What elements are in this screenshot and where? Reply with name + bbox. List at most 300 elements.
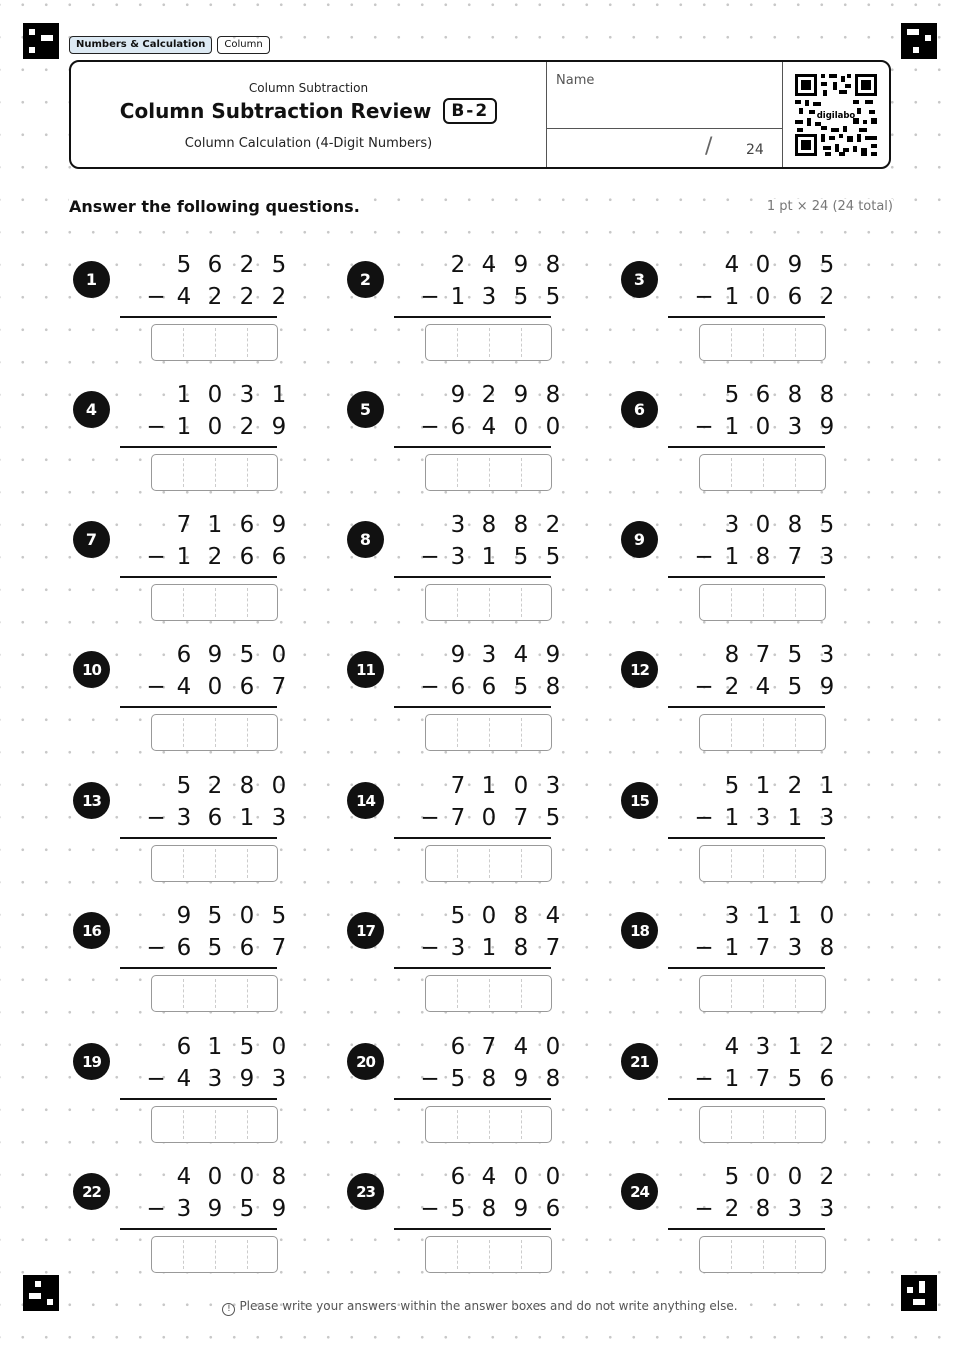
digit: 1 bbox=[176, 544, 192, 570]
digit-guide bbox=[521, 1240, 522, 1269]
minuend bbox=[708, 771, 868, 801]
digit: 2 bbox=[819, 1034, 835, 1060]
digit-guide bbox=[215, 718, 216, 747]
digit: 0 bbox=[239, 1164, 255, 1190]
digit: 7 bbox=[787, 544, 803, 570]
minus-sign: − bbox=[146, 674, 166, 700]
digit: 1 bbox=[207, 1034, 223, 1060]
digit: 9 bbox=[176, 903, 192, 929]
digit-guide bbox=[215, 979, 216, 1008]
digit: 0 bbox=[271, 642, 287, 668]
digit: 5 bbox=[207, 935, 223, 961]
digit: 8 bbox=[545, 382, 561, 408]
digit: 5 bbox=[819, 512, 835, 538]
answer-box[interactable] bbox=[151, 324, 278, 361]
digit-guide bbox=[731, 849, 732, 878]
digit: 1 bbox=[724, 414, 740, 440]
digit-guide bbox=[489, 328, 490, 357]
minuend bbox=[708, 1162, 868, 1192]
digit: 9 bbox=[207, 1196, 223, 1222]
digit-guide bbox=[731, 328, 732, 357]
sum-line bbox=[120, 967, 277, 969]
minus-sign: − bbox=[420, 284, 440, 310]
digit-guide bbox=[247, 718, 248, 747]
digit: 0 bbox=[271, 773, 287, 799]
minus-sign: − bbox=[420, 805, 440, 831]
digit-guide bbox=[183, 1110, 184, 1139]
digit: 4 bbox=[513, 1034, 529, 1060]
digit: 8 bbox=[755, 1196, 771, 1222]
minuend bbox=[160, 771, 320, 801]
digit: 0 bbox=[545, 414, 561, 440]
minuend bbox=[708, 250, 868, 280]
digit-guide bbox=[489, 849, 490, 878]
minuend bbox=[708, 640, 868, 670]
digit: 1 bbox=[787, 805, 803, 831]
digit: 8 bbox=[239, 773, 255, 799]
digit-guide bbox=[183, 849, 184, 878]
digit-guide bbox=[457, 328, 458, 357]
digit-guide bbox=[763, 328, 764, 357]
title-row bbox=[71, 98, 546, 124]
minuend bbox=[434, 640, 594, 670]
problem-17 bbox=[347, 901, 577, 1021]
digit-guide bbox=[457, 458, 458, 487]
digit: 1 bbox=[176, 382, 192, 408]
digit-guide bbox=[457, 718, 458, 747]
answer-box[interactable] bbox=[699, 1106, 826, 1143]
problem-18 bbox=[621, 901, 851, 1021]
digit: 5 bbox=[271, 903, 287, 929]
answer-box[interactable] bbox=[425, 975, 552, 1012]
answer-box[interactable] bbox=[699, 845, 826, 882]
problem-number: 16 bbox=[73, 912, 110, 949]
digit: 6 bbox=[271, 544, 287, 570]
digit: 4 bbox=[176, 1066, 192, 1092]
digit: 8 bbox=[481, 1196, 497, 1222]
digit-guide bbox=[763, 588, 764, 617]
digit: 6 bbox=[450, 1164, 466, 1190]
digit: 4 bbox=[724, 252, 740, 278]
digit: 1 bbox=[450, 284, 466, 310]
minuend bbox=[708, 1032, 868, 1062]
name-field[interactable] bbox=[546, 62, 782, 167]
digit: 3 bbox=[450, 544, 466, 570]
digit: 6 bbox=[176, 1034, 192, 1060]
tag-category: Numbers & Calculation bbox=[69, 36, 212, 54]
digit: 9 bbox=[513, 382, 529, 408]
subtrahend bbox=[694, 542, 868, 572]
problem-20 bbox=[347, 1032, 577, 1152]
answer-box[interactable] bbox=[151, 454, 278, 491]
minus-sign: − bbox=[146, 1196, 166, 1222]
digit: 3 bbox=[755, 1034, 771, 1060]
digit: 9 bbox=[271, 1196, 287, 1222]
answer-box[interactable] bbox=[425, 584, 552, 621]
digit-guide bbox=[247, 1240, 248, 1269]
digit: 1 bbox=[724, 935, 740, 961]
subtrahend bbox=[694, 412, 868, 442]
digit: 2 bbox=[207, 284, 223, 310]
digit-guide bbox=[795, 1110, 796, 1139]
digit: 9 bbox=[207, 642, 223, 668]
problem-8 bbox=[347, 510, 577, 630]
problem-15 bbox=[621, 771, 851, 891]
digit: 0 bbox=[513, 1164, 529, 1190]
problem-1 bbox=[73, 250, 303, 370]
digit: 4 bbox=[176, 284, 192, 310]
sum-line bbox=[668, 837, 825, 839]
minus-sign: − bbox=[694, 1196, 714, 1222]
subtrahend bbox=[146, 412, 320, 442]
problem-number: 1 bbox=[73, 261, 110, 298]
digit: 5 bbox=[787, 674, 803, 700]
answer-box[interactable] bbox=[699, 324, 826, 361]
answer-box[interactable] bbox=[699, 975, 826, 1012]
digit: 9 bbox=[513, 1066, 529, 1092]
minuend bbox=[434, 510, 594, 540]
digit: 1 bbox=[724, 1066, 740, 1092]
answer-box[interactable] bbox=[699, 584, 826, 621]
problem-number: 3 bbox=[621, 261, 658, 298]
digit: 2 bbox=[481, 382, 497, 408]
digit: 0 bbox=[207, 382, 223, 408]
digit: 3 bbox=[787, 414, 803, 440]
digit: 3 bbox=[271, 805, 287, 831]
sum-line bbox=[668, 1098, 825, 1100]
minus-sign: − bbox=[694, 674, 714, 700]
digit-guide bbox=[215, 1240, 216, 1269]
digit: 6 bbox=[176, 935, 192, 961]
digit: 9 bbox=[239, 1066, 255, 1092]
digit: 6 bbox=[207, 252, 223, 278]
digit: 5 bbox=[271, 252, 287, 278]
digit: 3 bbox=[819, 805, 835, 831]
minuend bbox=[434, 771, 594, 801]
digit: 6 bbox=[239, 512, 255, 538]
digit: 8 bbox=[545, 252, 561, 278]
digit: 5 bbox=[513, 674, 529, 700]
digit: 6 bbox=[239, 935, 255, 961]
digit-guide bbox=[763, 1240, 764, 1269]
digit: 4 bbox=[481, 252, 497, 278]
digit: 3 bbox=[787, 935, 803, 961]
answer-box[interactable] bbox=[425, 845, 552, 882]
qr-code-icon bbox=[795, 74, 877, 156]
digit-guide bbox=[247, 458, 248, 487]
digit-guide bbox=[183, 588, 184, 617]
problem-number: 4 bbox=[73, 391, 110, 428]
worksheet-title: Column Subtraction Review bbox=[119, 99, 432, 123]
digit-guide bbox=[489, 1240, 490, 1269]
digit: 8 bbox=[545, 674, 561, 700]
digit: 8 bbox=[819, 935, 835, 961]
digit: 9 bbox=[787, 252, 803, 278]
digit: 4 bbox=[513, 642, 529, 668]
subtrahend bbox=[420, 672, 594, 702]
digit: 1 bbox=[755, 773, 771, 799]
sum-line bbox=[394, 446, 551, 448]
answer-box[interactable] bbox=[425, 324, 552, 361]
digit: 0 bbox=[755, 252, 771, 278]
problem-number: 2 bbox=[347, 261, 384, 298]
answer-box[interactable] bbox=[151, 1236, 278, 1273]
digit: 9 bbox=[819, 674, 835, 700]
digit-guide bbox=[763, 979, 764, 1008]
problem-number: 19 bbox=[73, 1043, 110, 1080]
digit-guide bbox=[521, 849, 522, 878]
minus-sign: − bbox=[146, 284, 166, 310]
problem-23 bbox=[347, 1162, 577, 1282]
digit: 8 bbox=[513, 935, 529, 961]
digit: 6 bbox=[239, 544, 255, 570]
sum-line bbox=[668, 706, 825, 708]
digit: 8 bbox=[481, 512, 497, 538]
worksheet-code: B-2 bbox=[443, 98, 497, 124]
problem-number: 10 bbox=[73, 651, 110, 688]
problem-number: 23 bbox=[347, 1173, 384, 1210]
minus-sign: − bbox=[420, 674, 440, 700]
digit: 8 bbox=[545, 1066, 561, 1092]
digit-guide bbox=[457, 979, 458, 1008]
digit: 1 bbox=[787, 903, 803, 929]
digit: 0 bbox=[239, 903, 255, 929]
digit: 9 bbox=[271, 512, 287, 538]
digit: 8 bbox=[271, 1164, 287, 1190]
sum-line bbox=[394, 316, 551, 318]
digit-guide bbox=[521, 328, 522, 357]
digit: 7 bbox=[271, 674, 287, 700]
problem-16 bbox=[73, 901, 303, 1021]
qr-block bbox=[782, 62, 889, 167]
answer-box[interactable] bbox=[699, 1236, 826, 1273]
problem-number: 15 bbox=[621, 782, 658, 819]
digit-guide bbox=[247, 849, 248, 878]
digit: 1 bbox=[239, 805, 255, 831]
digit: 5 bbox=[176, 773, 192, 799]
problem-2 bbox=[347, 250, 577, 370]
answer-box[interactable] bbox=[425, 1236, 552, 1273]
digit: 3 bbox=[481, 284, 497, 310]
digit: 3 bbox=[481, 642, 497, 668]
info-icon: ! bbox=[222, 1303, 235, 1316]
problem-24 bbox=[621, 1162, 851, 1282]
digit-guide bbox=[731, 588, 732, 617]
digit: 7 bbox=[755, 642, 771, 668]
digit: 8 bbox=[481, 1066, 497, 1092]
digit: 5 bbox=[545, 544, 561, 570]
sum-line bbox=[120, 706, 277, 708]
minuend bbox=[160, 1032, 320, 1062]
digit-guide bbox=[763, 1110, 764, 1139]
digit-guide bbox=[795, 328, 796, 357]
problem-number: 24 bbox=[621, 1173, 658, 1210]
digit-guide bbox=[521, 1110, 522, 1139]
problem-number: 17 bbox=[347, 912, 384, 949]
sum-line bbox=[120, 837, 277, 839]
problem-number: 12 bbox=[621, 651, 658, 688]
digit: 0 bbox=[207, 674, 223, 700]
problem-number: 9 bbox=[621, 521, 658, 558]
minuend bbox=[708, 510, 868, 540]
digit: 1 bbox=[819, 773, 835, 799]
answer-box[interactable] bbox=[151, 1106, 278, 1143]
minuend bbox=[434, 1032, 594, 1062]
answer-box[interactable] bbox=[151, 584, 278, 621]
digit-guide bbox=[183, 979, 184, 1008]
digit-guide bbox=[731, 718, 732, 747]
digit: 3 bbox=[545, 773, 561, 799]
footer-note bbox=[0, 1299, 960, 1316]
answer-box[interactable] bbox=[151, 714, 278, 751]
digit: 1 bbox=[481, 773, 497, 799]
minus-sign: − bbox=[420, 414, 440, 440]
digit: 6 bbox=[787, 284, 803, 310]
digit: 5 bbox=[819, 252, 835, 278]
digit: 9 bbox=[450, 642, 466, 668]
digit: 2 bbox=[787, 773, 803, 799]
digit-guide bbox=[489, 979, 490, 1008]
minuend bbox=[434, 901, 594, 931]
digit: 6 bbox=[450, 674, 466, 700]
digit: 2 bbox=[819, 1164, 835, 1190]
answer-box[interactable] bbox=[699, 714, 826, 751]
digit: 3 bbox=[450, 935, 466, 961]
digit: 7 bbox=[545, 935, 561, 961]
digit: 3 bbox=[239, 382, 255, 408]
digit: 5 bbox=[787, 1066, 803, 1092]
digit: 9 bbox=[450, 382, 466, 408]
digit-guide bbox=[763, 458, 764, 487]
digit: 4 bbox=[481, 1164, 497, 1190]
problem-number: 13 bbox=[73, 782, 110, 819]
digit: 2 bbox=[724, 1196, 740, 1222]
digit: 5 bbox=[545, 284, 561, 310]
digit: 7 bbox=[271, 935, 287, 961]
digit: 4 bbox=[176, 1164, 192, 1190]
problem-number: 22 bbox=[73, 1173, 110, 1210]
answer-box[interactable] bbox=[151, 845, 278, 882]
answer-box[interactable] bbox=[425, 714, 552, 751]
problem-19 bbox=[73, 1032, 303, 1152]
digit: 1 bbox=[787, 1034, 803, 1060]
digit: 0 bbox=[481, 903, 497, 929]
problem-5 bbox=[347, 380, 577, 500]
corner-marker-top-left bbox=[23, 23, 59, 59]
answer-box[interactable] bbox=[425, 454, 552, 491]
minus-sign: − bbox=[420, 1066, 440, 1092]
digit: 2 bbox=[450, 252, 466, 278]
qr-label: digilabo bbox=[816, 111, 856, 121]
digit: 8 bbox=[755, 544, 771, 570]
digit: 1 bbox=[724, 544, 740, 570]
digit-guide bbox=[489, 588, 490, 617]
digit: 3 bbox=[787, 1196, 803, 1222]
digit: 4 bbox=[176, 674, 192, 700]
problem-13 bbox=[73, 771, 303, 891]
digit-guide bbox=[215, 849, 216, 878]
digit-guide bbox=[489, 458, 490, 487]
digit-guide bbox=[795, 718, 796, 747]
digit-guide bbox=[731, 979, 732, 1008]
digit: 7 bbox=[450, 805, 466, 831]
digit: 2 bbox=[207, 773, 223, 799]
answer-box[interactable] bbox=[151, 975, 278, 1012]
minuend bbox=[160, 640, 320, 670]
problem-number: 5 bbox=[347, 391, 384, 428]
minuend bbox=[708, 901, 868, 931]
digit-guide bbox=[731, 458, 732, 487]
digit: 0 bbox=[755, 414, 771, 440]
digit: 3 bbox=[450, 512, 466, 538]
minus-sign: − bbox=[420, 1196, 440, 1222]
minuend bbox=[434, 380, 594, 410]
minus-sign: − bbox=[420, 544, 440, 570]
digit-guide bbox=[457, 588, 458, 617]
minus-sign: − bbox=[146, 1066, 166, 1092]
score-total: 24 bbox=[746, 142, 764, 158]
digit-guide bbox=[731, 1240, 732, 1269]
digit: 3 bbox=[271, 1066, 287, 1092]
digit: 7 bbox=[450, 773, 466, 799]
sum-line bbox=[394, 1228, 551, 1230]
answer-box[interactable] bbox=[699, 454, 826, 491]
minus-sign: − bbox=[146, 414, 166, 440]
digit-guide bbox=[247, 1110, 248, 1139]
minus-sign: − bbox=[420, 935, 440, 961]
digit-guide bbox=[521, 718, 522, 747]
answer-box[interactable] bbox=[425, 1106, 552, 1143]
digit-guide bbox=[183, 458, 184, 487]
subtrahend bbox=[146, 1194, 320, 1224]
sum-line bbox=[668, 446, 825, 448]
minus-sign: − bbox=[694, 805, 714, 831]
corner-marker-top-right bbox=[901, 23, 937, 59]
digit: 6 bbox=[450, 414, 466, 440]
footer-text: Please write your answers within the answer boxes and do not write anything else. bbox=[239, 1299, 738, 1313]
name-label: Name bbox=[556, 73, 595, 88]
digit: 9 bbox=[545, 642, 561, 668]
digit: 5 bbox=[450, 1066, 466, 1092]
subtrahend bbox=[420, 1194, 594, 1224]
digit: 0 bbox=[513, 414, 529, 440]
title-block bbox=[71, 62, 546, 167]
digit: 8 bbox=[513, 903, 529, 929]
sum-line bbox=[668, 1228, 825, 1230]
problem-number: 7 bbox=[73, 521, 110, 558]
problem-12 bbox=[621, 640, 851, 760]
digit: 1 bbox=[176, 414, 192, 440]
digit: 6 bbox=[481, 674, 497, 700]
subtrahend bbox=[694, 1064, 868, 1094]
subtrahend bbox=[420, 933, 594, 963]
minus-sign: − bbox=[694, 414, 714, 440]
digit: 8 bbox=[787, 512, 803, 538]
digit: 0 bbox=[545, 1034, 561, 1060]
score-slash: / bbox=[705, 134, 713, 159]
digit: 5 bbox=[787, 642, 803, 668]
digit: 2 bbox=[207, 544, 223, 570]
sum-line bbox=[120, 316, 277, 318]
problem-7 bbox=[73, 510, 303, 630]
sum-line bbox=[394, 1098, 551, 1100]
digit: 2 bbox=[724, 674, 740, 700]
digit: 0 bbox=[819, 903, 835, 929]
problem-number: 11 bbox=[347, 651, 384, 688]
subtrahend bbox=[146, 282, 320, 312]
digit-guide bbox=[183, 718, 184, 747]
digit-guide bbox=[457, 849, 458, 878]
